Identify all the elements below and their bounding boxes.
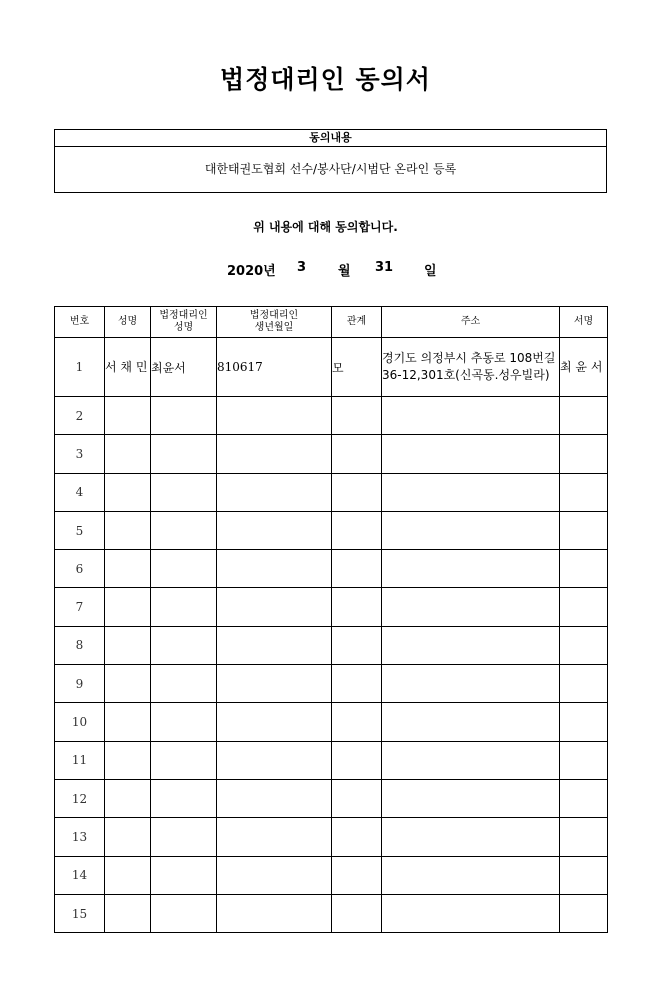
table-row bbox=[55, 626, 608, 664]
relation-cell bbox=[332, 435, 382, 473]
signature-cell bbox=[560, 397, 608, 435]
member-name-cell bbox=[105, 856, 151, 894]
relation-cell bbox=[332, 894, 382, 932]
signature-cell bbox=[560, 473, 608, 511]
guardian-birthdate-cell bbox=[217, 435, 332, 473]
agree-statement: 위 내용에 대해 동의합니다. bbox=[253, 220, 398, 234]
row-number-cell: 12 bbox=[55, 779, 105, 817]
date-month: 3 bbox=[297, 260, 307, 275]
guardian-roster-table bbox=[54, 306, 608, 933]
table-row bbox=[55, 665, 608, 703]
address-cell bbox=[382, 435, 560, 473]
header-guardian-birth bbox=[217, 307, 332, 338]
table-row bbox=[55, 338, 608, 397]
guardian-name-cell bbox=[151, 779, 217, 817]
table-header-row bbox=[55, 307, 608, 338]
guardian-name-cell bbox=[151, 511, 217, 549]
guardian-name-cell bbox=[151, 588, 217, 626]
guardian-birthdate-cell bbox=[217, 818, 332, 856]
guardian-birthdate-cell bbox=[217, 588, 332, 626]
member-name-cell bbox=[105, 626, 151, 664]
address-cell: 경기도 의정부시 추동로 108번길36-12,301호(신곡동.성우빌라) bbox=[382, 338, 560, 397]
row-number-cell: 13 bbox=[55, 818, 105, 856]
guardian-birthdate-cell bbox=[217, 550, 332, 588]
guardian-name-cell bbox=[151, 818, 217, 856]
guardian-birthdate-cell bbox=[217, 511, 332, 549]
guardian-name-cell bbox=[151, 435, 217, 473]
signature-cell bbox=[560, 818, 608, 856]
date-month-unit: 월 bbox=[338, 264, 351, 279]
guardian-name-cell bbox=[151, 703, 217, 741]
address-cell bbox=[382, 473, 560, 511]
header-number: 번호 bbox=[55, 307, 105, 338]
header-guardian-birth-line1: 법정대리인 bbox=[249, 310, 299, 321]
date-day-unit: 일 bbox=[424, 264, 437, 279]
member-name-cell bbox=[105, 473, 151, 511]
date-day: 31 bbox=[375, 260, 394, 275]
signature-cell bbox=[560, 435, 608, 473]
signature-cell bbox=[560, 703, 608, 741]
relation-cell bbox=[332, 588, 382, 626]
signature-cell bbox=[560, 511, 608, 549]
guardian-name-cell bbox=[151, 397, 217, 435]
guardian-name-cell: 최윤서 bbox=[151, 338, 217, 397]
relation-cell bbox=[332, 703, 382, 741]
row-number-cell: 10 bbox=[55, 703, 105, 741]
signature-cell bbox=[560, 894, 608, 932]
guardian-birthdate-cell bbox=[217, 894, 332, 932]
row-number-cell: 9 bbox=[55, 665, 105, 703]
relation-cell bbox=[332, 626, 382, 664]
header-relation: 관계 bbox=[332, 307, 382, 338]
signature-cell: 최 윤 서 bbox=[560, 338, 608, 397]
signature-cell bbox=[560, 626, 608, 664]
guardian-birthdate-cell bbox=[217, 703, 332, 741]
address-cell bbox=[382, 511, 560, 549]
member-name-cell: 서 채 민 bbox=[105, 338, 151, 397]
header-guardian-name-line2: 성명 bbox=[173, 322, 194, 333]
consent-box bbox=[54, 129, 607, 193]
table-row bbox=[55, 741, 608, 779]
guardian-name-cell bbox=[151, 741, 217, 779]
row-number-cell: 2 bbox=[55, 397, 105, 435]
table-row bbox=[55, 511, 608, 549]
guardian-birthdate-cell bbox=[217, 856, 332, 894]
member-name-cell bbox=[105, 511, 151, 549]
member-name-cell bbox=[105, 397, 151, 435]
address-cell bbox=[382, 894, 560, 932]
header-address: 주소 bbox=[382, 307, 560, 338]
address-cell bbox=[382, 665, 560, 703]
member-name-cell bbox=[105, 550, 151, 588]
header-name: 성명 bbox=[105, 307, 151, 338]
guardian-birthdate-cell bbox=[217, 626, 332, 664]
member-name-cell bbox=[105, 703, 151, 741]
address-cell bbox=[382, 856, 560, 894]
header-guardian-birth-line2: 생년월일 bbox=[254, 322, 294, 333]
guardian-name-cell bbox=[151, 665, 217, 703]
signature-cell bbox=[560, 856, 608, 894]
signature-cell bbox=[560, 741, 608, 779]
consent-header: 동의내용 bbox=[55, 130, 606, 147]
relation-cell bbox=[332, 665, 382, 703]
guardian-birthdate-cell bbox=[217, 665, 332, 703]
row-number-cell: 14 bbox=[55, 856, 105, 894]
guardian-birthdate-cell bbox=[217, 741, 332, 779]
date-year: 2020년 bbox=[227, 264, 276, 279]
row-number-cell: 8 bbox=[55, 626, 105, 664]
address-cell bbox=[382, 550, 560, 588]
relation-cell bbox=[332, 550, 382, 588]
table-row bbox=[55, 856, 608, 894]
consent-body: 대한태권도협회 선수/봉사단/시범단 온라인 등록 bbox=[204, 162, 457, 176]
member-name-cell bbox=[105, 741, 151, 779]
row-number-cell: 7 bbox=[55, 588, 105, 626]
guardian-birthdate-cell: 810617 bbox=[217, 338, 332, 397]
relation-cell bbox=[332, 779, 382, 817]
header-guardian-name-line1: 법정대리인 bbox=[159, 310, 208, 321]
address-cell bbox=[382, 779, 560, 817]
address-cell bbox=[382, 741, 560, 779]
row-number-cell: 3 bbox=[55, 435, 105, 473]
address-cell bbox=[382, 626, 560, 664]
table-row bbox=[55, 894, 608, 932]
member-name-cell bbox=[105, 665, 151, 703]
guardian-name-cell bbox=[151, 856, 217, 894]
guardian-name-cell bbox=[151, 473, 217, 511]
guardian-name-cell bbox=[151, 550, 217, 588]
document-title: 법정대리인 동의서 bbox=[220, 65, 431, 94]
row-number-cell: 1 bbox=[55, 338, 105, 397]
table-row bbox=[55, 550, 608, 588]
table-row bbox=[55, 703, 608, 741]
address-cell bbox=[382, 703, 560, 741]
relation-cell bbox=[332, 818, 382, 856]
relation-cell: 모 bbox=[332, 338, 382, 397]
table-row bbox=[55, 588, 608, 626]
table-row bbox=[55, 779, 608, 817]
address-cell bbox=[382, 397, 560, 435]
table-row bbox=[55, 473, 608, 511]
member-name-cell bbox=[105, 435, 151, 473]
guardian-birthdate-cell bbox=[217, 779, 332, 817]
row-number-cell: 15 bbox=[55, 894, 105, 932]
relation-cell bbox=[332, 473, 382, 511]
table-row bbox=[55, 397, 608, 435]
relation-cell bbox=[332, 397, 382, 435]
member-name-cell bbox=[105, 894, 151, 932]
guardian-birthdate-cell bbox=[217, 397, 332, 435]
row-number-cell: 6 bbox=[55, 550, 105, 588]
guardian-birthdate-cell bbox=[217, 473, 332, 511]
relation-cell bbox=[332, 741, 382, 779]
member-name-cell bbox=[105, 779, 151, 817]
guardian-name-cell bbox=[151, 894, 217, 932]
signature-cell bbox=[560, 779, 608, 817]
table-row bbox=[55, 818, 608, 856]
member-name-cell bbox=[105, 818, 151, 856]
header-guardian-name bbox=[151, 307, 217, 338]
row-number-cell: 4 bbox=[55, 473, 105, 511]
relation-cell bbox=[332, 856, 382, 894]
member-name-cell bbox=[105, 588, 151, 626]
address-cell bbox=[382, 818, 560, 856]
row-number-cell: 11 bbox=[55, 741, 105, 779]
signature-cell bbox=[560, 550, 608, 588]
signature-cell bbox=[560, 665, 608, 703]
address-cell bbox=[382, 588, 560, 626]
row-number-cell: 5 bbox=[55, 511, 105, 549]
table-row bbox=[55, 435, 608, 473]
signature-cell bbox=[560, 588, 608, 626]
header-signature: 서명 bbox=[560, 307, 608, 338]
guardian-name-cell bbox=[151, 626, 217, 664]
relation-cell bbox=[332, 511, 382, 549]
